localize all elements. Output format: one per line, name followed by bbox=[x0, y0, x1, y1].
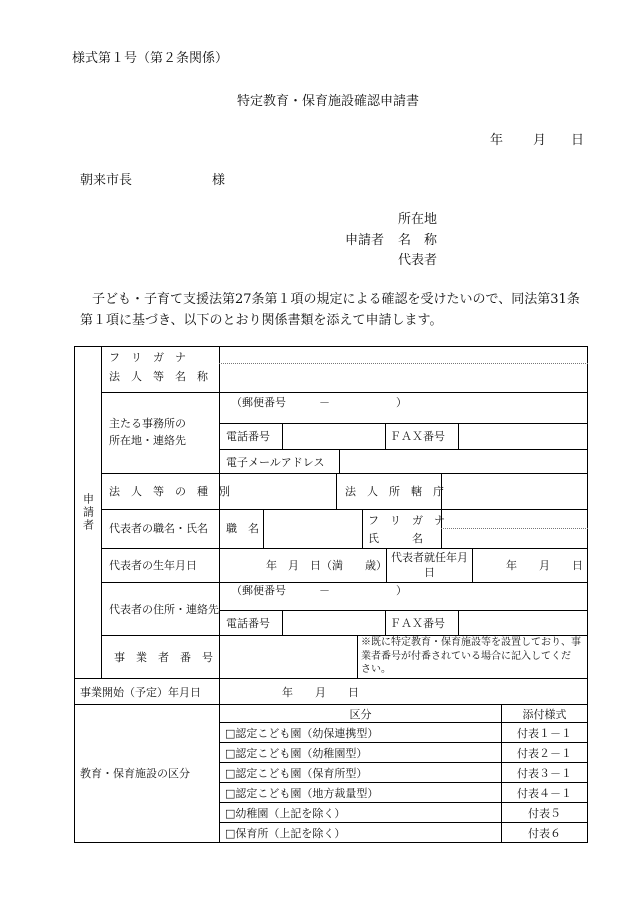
rep-furigana-label: フ リ ガ ナ bbox=[368, 514, 445, 527]
rep-birth-label: 代表者の生年月日 bbox=[109, 559, 197, 572]
birth-date-field[interactable]: 年 月 日（満 歳） bbox=[266, 559, 387, 572]
facility-option[interactable]: □幼稚園（上記を除く） bbox=[225, 806, 346, 820]
rep-postal-field[interactable]: （郵便番号 － ） bbox=[231, 584, 407, 597]
office-phone-label: 電話番号 bbox=[226, 430, 270, 443]
date-month-label: 月 bbox=[533, 133, 547, 148]
addressee-honorific: 様 bbox=[212, 173, 226, 188]
facility-form: 付表４－１ bbox=[517, 786, 572, 800]
office-postal-field[interactable]: （郵便番号 － ） bbox=[231, 396, 407, 409]
form-number: 様式第１号（第２条関係） bbox=[72, 51, 229, 66]
business-number-note-2: 業者番号が付番されている場合に記入してくだ bbox=[361, 650, 571, 662]
furigana-label: フ リ ガ ナ bbox=[109, 351, 186, 364]
appointment-label-line2: 日 bbox=[424, 565, 435, 579]
date-day-label: 日 bbox=[571, 133, 585, 148]
application-table bbox=[74, 346, 588, 843]
addressee: 朝来市長 bbox=[80, 173, 133, 188]
rep-fax-label: ＦＡＸ番号 bbox=[390, 617, 445, 630]
facility-form: 付表３－１ bbox=[517, 766, 572, 780]
job-title-label: 職 名 bbox=[226, 522, 259, 535]
facility-option[interactable]: □認定こども園（地方裁量型） bbox=[225, 786, 379, 800]
corp-type-label: 法 人 等 の 種 別 bbox=[109, 485, 230, 498]
rep-address-label: 代表者の住所・連絡先 bbox=[109, 603, 219, 616]
page-title: 特定教育・保育施設確認申請書 bbox=[237, 94, 420, 109]
applicant-representative-label: 代表者 bbox=[398, 253, 438, 268]
office-fax-label: ＦＡＸ番号 bbox=[390, 430, 445, 443]
business-number-note-1: ※既に特定教育・保育施設等を設置しており、事 bbox=[361, 637, 581, 648]
appointment-label-line1: 代表者就任年月 bbox=[391, 550, 468, 564]
date-year-label: 年 bbox=[490, 133, 504, 148]
office-label-line1: 主たる事務所の bbox=[109, 417, 186, 430]
rep-phone-label: 電話番号 bbox=[226, 617, 270, 630]
col-form-header: 添付様式 bbox=[522, 707, 567, 721]
facility-form: 付表５ bbox=[528, 806, 561, 820]
facility-option[interactable]: □保育所（上記を除く） bbox=[225, 826, 346, 840]
body-line-2: 第１項に基づき、以下のとおり関係書類を添えて申請します。 bbox=[80, 313, 443, 328]
applicant-label: 申請者 bbox=[345, 233, 385, 248]
applicant-address-label: 所在地 bbox=[398, 212, 438, 227]
rep-name-label: 氏 名 bbox=[368, 532, 423, 545]
office-email-label: 電子メールアドレス bbox=[226, 456, 325, 469]
body-line-1: 子ども・子育て支援法第27条第１項の規定による確認を受けたいので、同法第31条 bbox=[92, 292, 580, 307]
col-category-header: 区分 bbox=[349, 707, 372, 721]
facility-form: 付表１－１ bbox=[517, 726, 572, 740]
facility-option[interactable]: □認定こども園（保育所型） bbox=[225, 766, 368, 780]
facility-option[interactable]: □認定こども園（幼稚園型） bbox=[225, 746, 368, 760]
corp-office-label: 法 人 所 轄 庁 bbox=[345, 485, 444, 498]
business-number-note-3: さい。 bbox=[361, 664, 391, 675]
corp-name-label: 法 人 等 名 称 bbox=[109, 370, 208, 383]
business-number-label: 事 業 者 番 号 bbox=[114, 651, 213, 664]
start-date-field[interactable]: 年 月 日 bbox=[282, 686, 359, 699]
start-date-label: 事業開始（予定）年月日 bbox=[80, 686, 201, 699]
facility-option[interactable]: □認定こども園（幼保連携型） bbox=[225, 726, 379, 740]
facility-type-label: 教育・保育施設の区分 bbox=[80, 767, 190, 780]
office-label-line2: 所在地・連絡先 bbox=[109, 434, 186, 447]
side-label-applicant: 申請者 bbox=[81, 492, 95, 532]
furigana-input[interactable] bbox=[220, 347, 586, 362]
facility-form: 付表６ bbox=[528, 826, 561, 840]
rep-title-name-label: 代表者の職名・氏名 bbox=[109, 522, 208, 535]
facility-form: 付表２－１ bbox=[517, 746, 572, 760]
corp-name-input[interactable] bbox=[220, 365, 586, 391]
appointment-date-field[interactable]: 年 月 日 bbox=[506, 559, 583, 572]
applicant-name-label: 名 称 bbox=[398, 233, 438, 248]
